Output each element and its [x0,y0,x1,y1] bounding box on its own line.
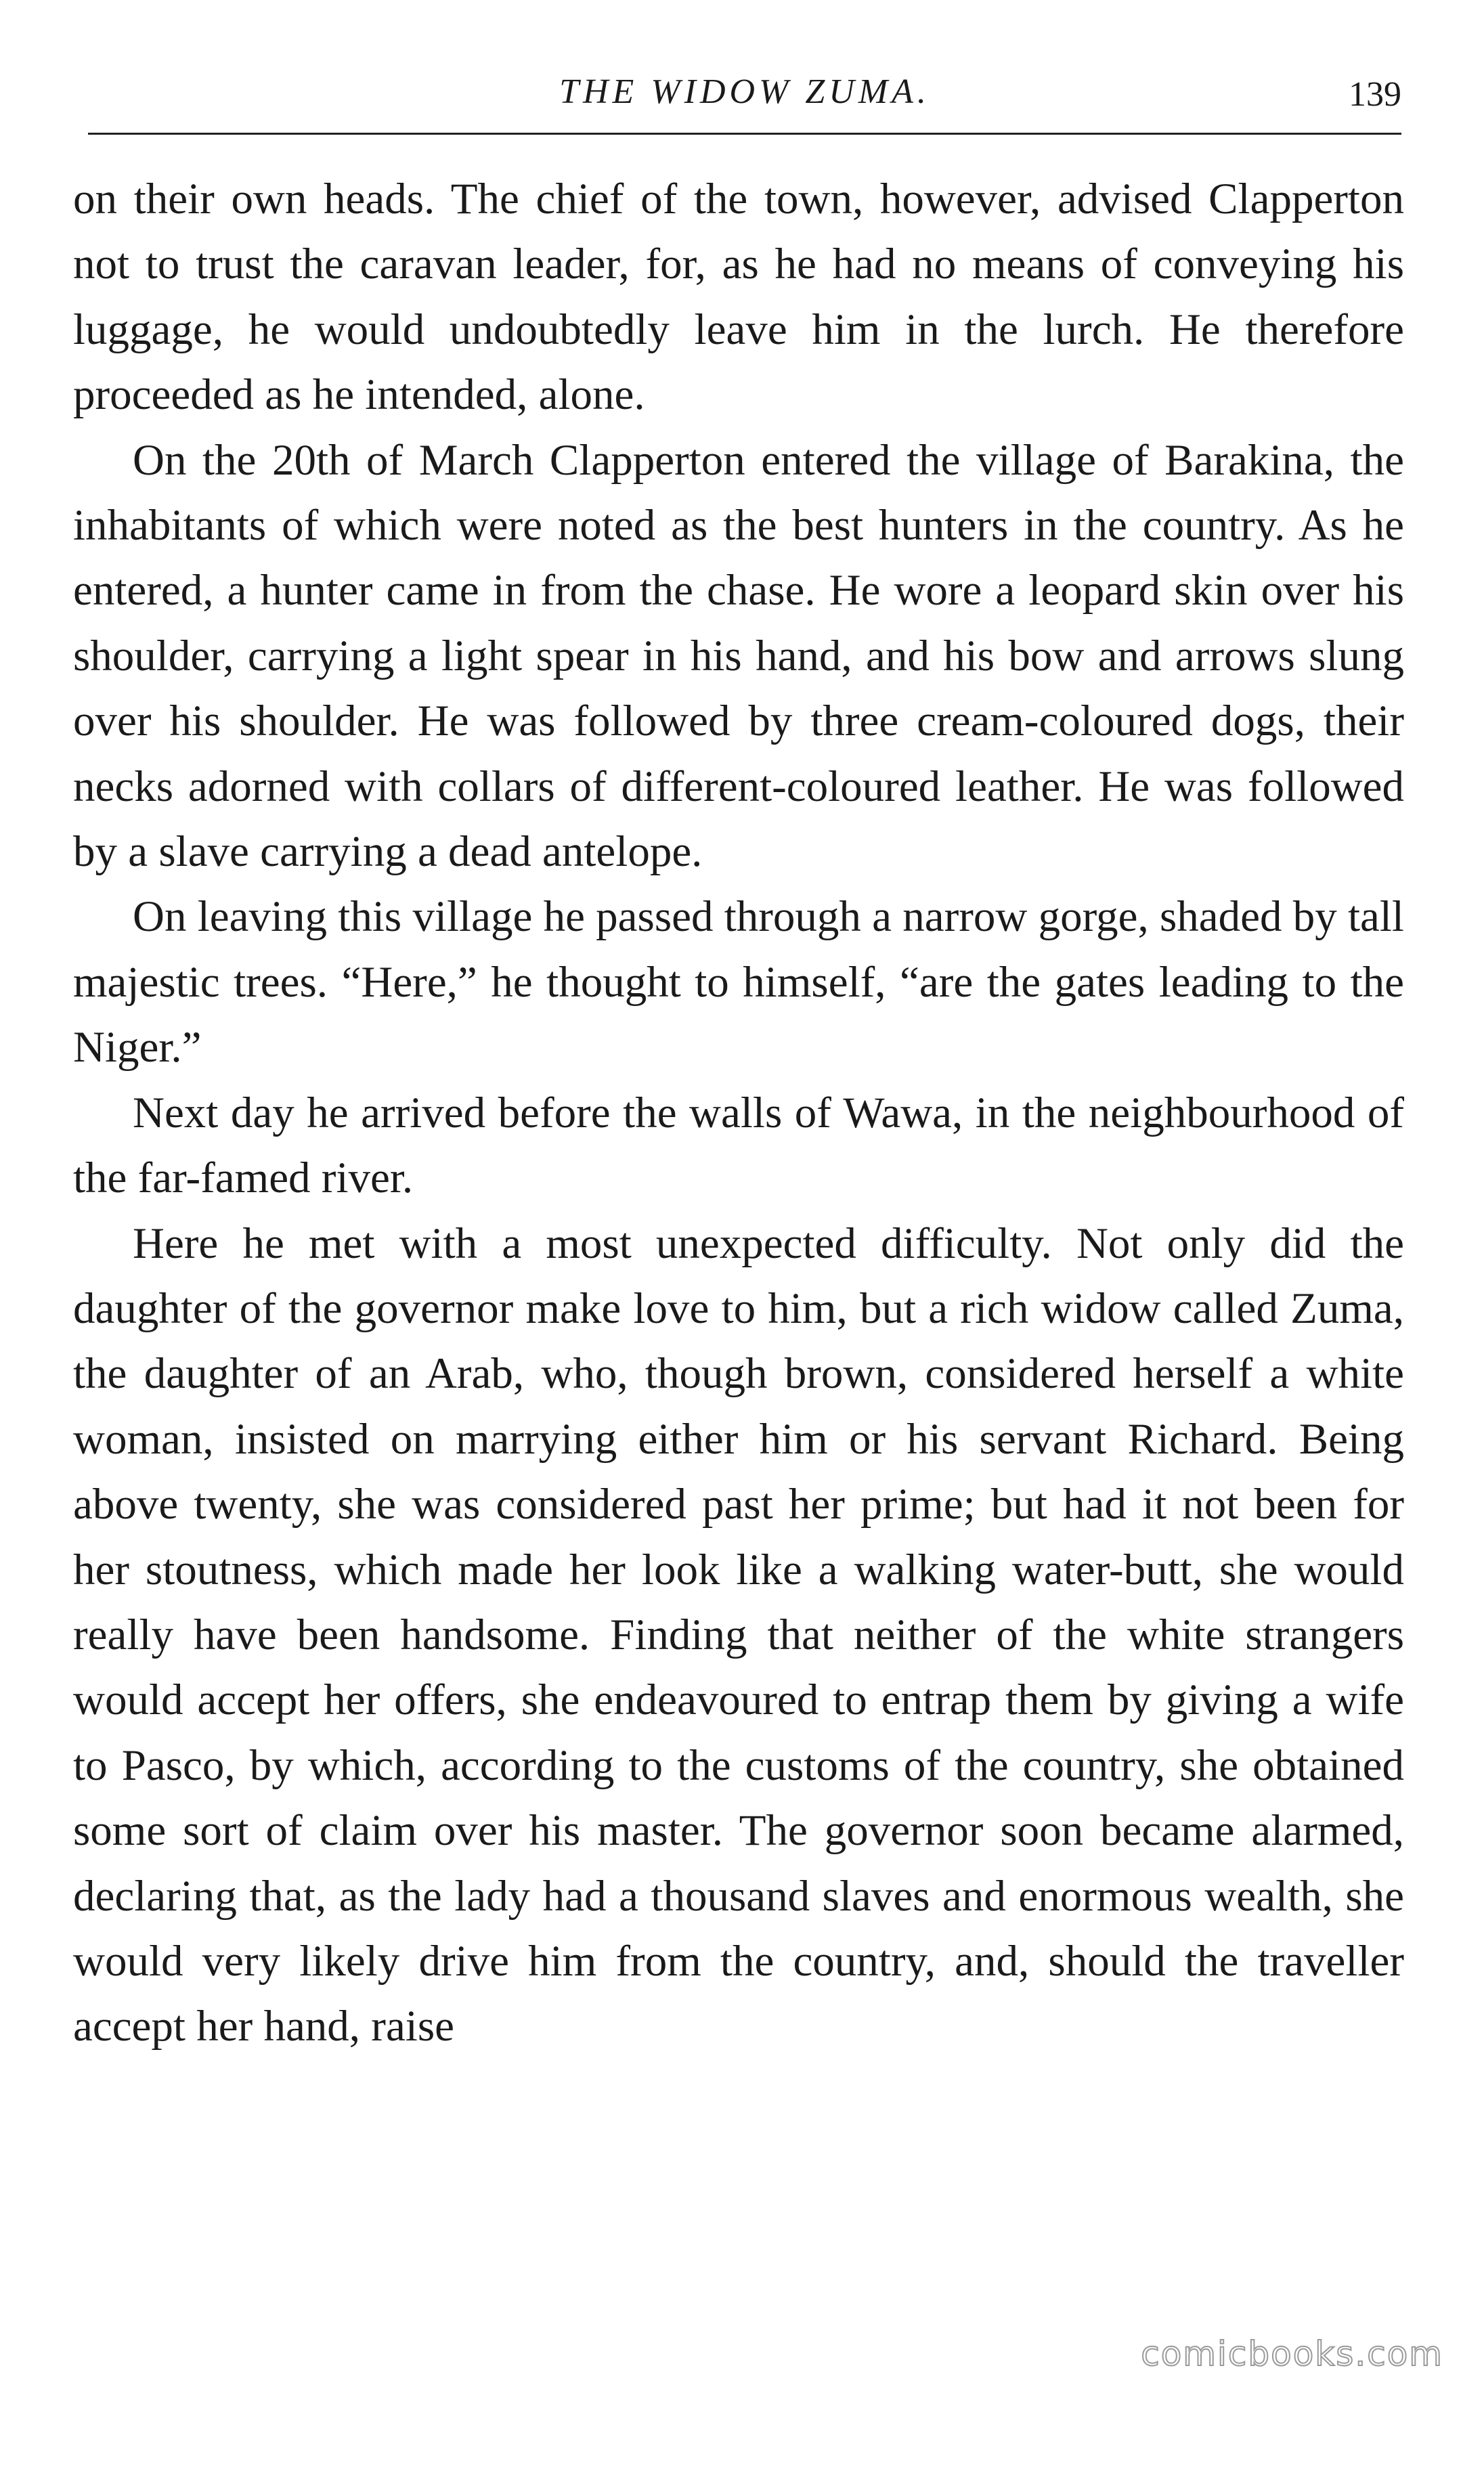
paragraph-continued: on their own heads. The chief of the town, however, advised Clapperton not to trust the caravan leader, for, as he had no means of conveying his luggage, he would undoubtedly leave him in the lurch. He therefore proceeded as he intended, alone. [73,175,1404,420]
body-text [73,167,1404,2059]
paragraph-barakina: On the 20th of March Clapperton entered the village of Barakina, the inhabitants of which were noted as the best hunters in the country. As he entered, a hunter came in from the chase. He wore a leopard skin over his shoulder, carrying a light spear in his hand, and his bow and arrows slung over his shoulder. He was followed by three cream-coloured dogs, their necks adorned with collars of different-coloured leather. He was followed by a slave carrying a dead antelope. [73,435,1404,877]
paragraph-widow-zuma: Here he met with a most unexpected difficulty. Not only did the daughter of the governor make love to him, but a rich widow called Zuma, the daughter of an Arab, who, though brown, considered herself a white woman, insisted on marrying either him or his servant Richard. Being above twenty, she was considered past her prime; but had it not been for her stoutness, which made her look like a walking water-butt, she would really have been handsome. Finding that neither of the white strangers would accept her offers, she endeavoured to entrap them by giving a wife to Pasco, by which, according to the customs of the country, she obtained some sort of claim over his master. The governor soon became alarmed, declaring that, as the lady had a thousand slaves and enormous wealth, she would very likely drive him from the country, and, should the traveller accept her hand, raise [73,1219,1404,2051]
watermark-logo: comicbooks.com [1141,2334,1443,2374]
header-rule [88,133,1401,135]
running-title: THE WIDOW ZUMA. [559,72,930,111]
paragraph-wawa: Next day he arrived before the walls of Wawa, in the neighbourhood of the far-famed river. [73,1088,1404,1203]
page-number: 139 [1349,75,1401,114]
paragraph-gorge: On leaving this village he passed through a narrow gorge, shaded by tall majestic trees. “Here,” he thought to himself, “are the gates leading to the Niger.” [73,892,1404,1072]
page-header [88,65,1401,126]
